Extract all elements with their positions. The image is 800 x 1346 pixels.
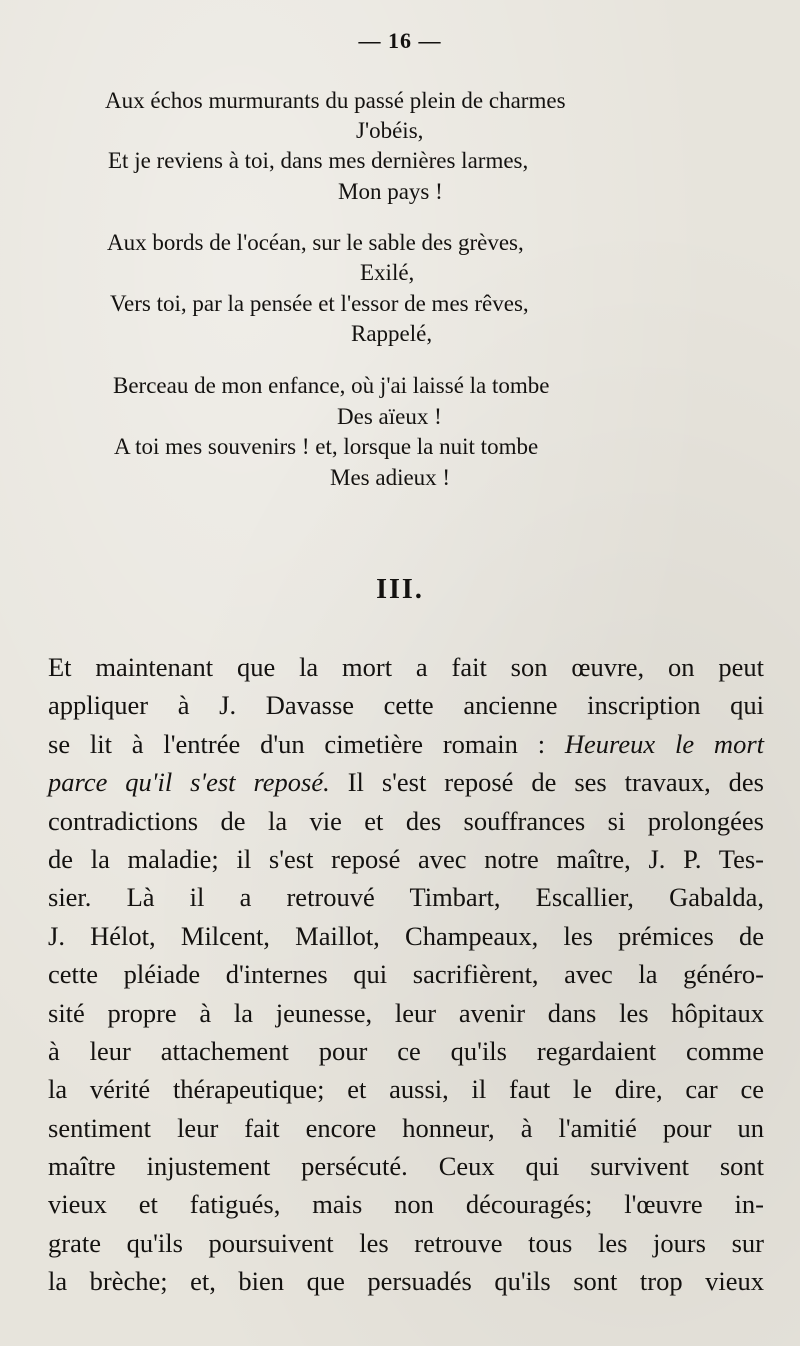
text-line: sier. Là il a retrouvé Timbart, Escallier, Gabalda, [48, 882, 764, 913]
text-line: maître injustement persécuté. Ceux qui survivent sont [48, 1151, 764, 1182]
poem-line: Des aïeux ! [337, 404, 442, 429]
text-line: sité propre à la jeunesse, leur avenir dans les hôpitaux [48, 997, 764, 1028]
text-segment: Il s'est reposé de ses travaux, des [347, 767, 764, 798]
poem-line: Aux bords de l'océan, sur le sable des grèves, [107, 230, 524, 255]
poem-line: Mon pays ! [338, 179, 443, 204]
poem-line: Mes adieux ! [330, 465, 451, 490]
italic-quote: Heureux le mort [564, 728, 764, 759]
poem-line: Aux échos murmurants du passé plein de charmes [105, 88, 566, 113]
text-line: contradictions de la vie et des souffrances si prolongées [48, 805, 764, 836]
body-text [48, 648, 764, 1301]
text-line: appliquer à J. Davasse cette ancienne inscription qui [48, 690, 764, 721]
text-line: à leur attachement pour ce qu'ils regardaient comme [48, 1035, 764, 1066]
poem-line: Et je reviens à toi, dans mes dernières larmes, [108, 148, 529, 173]
text-line: la vérité thérapeutique; et aussi, il faut le dire, car ce [48, 1074, 764, 1105]
text-line: vieux et fatigués, mais non découragés; l'œuvre in- [48, 1189, 764, 1220]
italic-quote: parce qu'il s'est reposé. [48, 767, 330, 798]
poem-line: Exilé, [360, 260, 415, 285]
text-line: sentiment leur fait encore honneur, à l'amitié pour un [48, 1112, 764, 1143]
poem-line: J'obéis, [356, 118, 424, 143]
poem-line: Vers toi, par la pensée et l'essor de mes rêves, [110, 291, 529, 316]
text-line: cette pléiade d'internes qui sacrifièrent, avec la généro- [48, 959, 764, 990]
text-line: Et maintenant que la mort a fait son œuvre, on peut [48, 652, 764, 682]
poem-line: Rappelé, [351, 321, 433, 346]
poem-line: Berceau de mon enfance, où j'ai laissé la tombe [113, 373, 550, 398]
text-line [48, 763, 764, 801]
text-line: de la maladie; il s'est reposé avec notre maître, J. P. Tes- [48, 843, 764, 874]
poem-line: A toi mes souvenirs ! et, lorsque la nuit tombe [114, 434, 539, 459]
text-line [48, 725, 764, 763]
text-segment: se lit à l'entrée d'un cimetière romain : [48, 728, 546, 759]
page-number: — 16 — [358, 28, 442, 53]
text-line: J. Hélot, Milcent, Maillot, Champeaux, les prémices de [48, 920, 764, 951]
text-line: grate qu'ils poursuivent les retrouve tous les jours sur [48, 1227, 764, 1258]
section-title: III. [376, 574, 424, 605]
text-line: la brèche; et, bien que persuadés qu'ils sont trop vieux [48, 1266, 764, 1297]
